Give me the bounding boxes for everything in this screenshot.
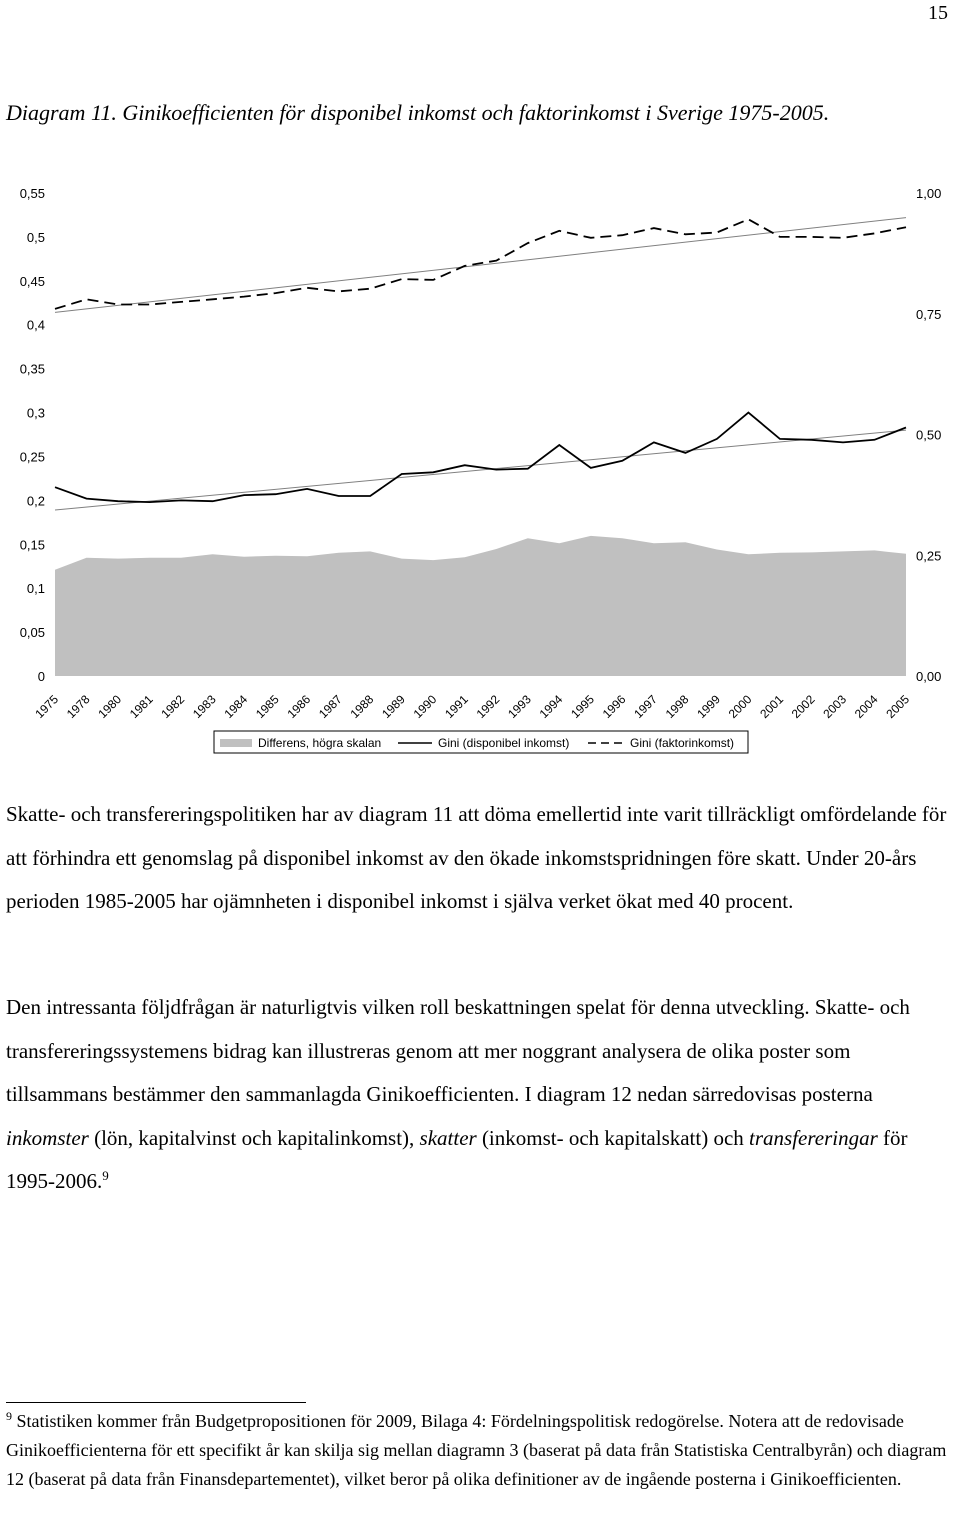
footnote-text: Statistiken kommer från Budgetpropositionen för 2009, Bilaga 4: Fördelningspolitisk redogörelse. Notera att de redovisade Ginikoefficienterna för ett specifikt år kan skilja sig mellan diagramn 3 (baserat på data från Statistiska Centralbyrån) och diagram 12 (baserat på data från Finansdepartementet), vilket beror på olika definitioner av de ingående posterna i Ginikoefficienten. — [6, 1411, 947, 1489]
x-tick-label: 1978 — [63, 692, 93, 722]
x-tick-label: 1998 — [662, 692, 692, 722]
term-skatter: skatter — [419, 1125, 477, 1150]
x-tick-label: 2001 — [757, 692, 787, 722]
legend-label-disponibel: Gini (disponibel inkomst) — [438, 736, 570, 750]
series-line-gini-faktorinkomst — [55, 219, 906, 309]
x-tick-label: 1981 — [126, 692, 156, 722]
paragraph-2 — [6, 986, 956, 1204]
footnote-separator — [6, 1402, 306, 1403]
x-tick-label: 1990 — [410, 692, 440, 722]
x-tick-label: 1991 — [442, 692, 471, 722]
trendline-2 — [55, 218, 906, 313]
x-tick-label: 1986 — [284, 692, 314, 722]
x-tick-label: 1975 — [32, 692, 62, 722]
right-axis-labels — [916, 186, 941, 684]
x-tick-label: 1988 — [347, 692, 377, 722]
paragraph-2-part-c: (inkomst- och kapitalskatt) och — [481, 1125, 744, 1150]
x-tick-label: 2002 — [788, 692, 818, 722]
right-tick-label: 0,00 — [916, 669, 942, 684]
x-tick-label: 1989 — [379, 692, 408, 722]
chart-legend — [214, 731, 748, 753]
chart-areas — [55, 536, 906, 676]
chart-trendlines — [55, 218, 906, 510]
x-axis-labels — [32, 692, 912, 721]
paragraph-1 — [6, 793, 956, 924]
legend-label-faktorinkomst: Gini (faktorinkomst) — [630, 736, 735, 750]
x-tick-label: 1984 — [221, 692, 251, 722]
x-tick-label: 1983 — [189, 692, 219, 722]
x-tick-label: 1992 — [473, 692, 503, 722]
right-tick-label: 1,00 — [916, 186, 942, 201]
paragraph-2-part-a: Den intressanta följdfrågan är naturligtvis vilken roll beskattningen spelat för denna utveckling. Skatte- och transfereringssystemens bidrag kan illustreras genom att mer noggrant analysera de olika poster som tillsammans bestämmer den sammanlagda Ginikoefficienten. I diagram 12 nedan särredovisas posterna — [6, 995, 910, 1106]
footnote — [6, 1407, 958, 1494]
gini-chart — [0, 175, 960, 775]
footnote-reference: 9 — [102, 1168, 109, 1183]
left-tick-label: 0,5 — [26, 229, 45, 245]
paragraph-2-part-d: för 1995-2006. — [6, 1125, 908, 1193]
x-tick-label: 2005 — [883, 692, 913, 722]
x-tick-label: 2003 — [820, 692, 850, 722]
legend-label-differens: Differens, högra skalan — [258, 736, 382, 750]
paragraph-2-text — [6, 986, 956, 1204]
left-tick-label: 0,2 — [26, 493, 45, 509]
x-tick-label: 1994 — [536, 692, 566, 722]
paragraph-2-part-b: (lön, kapitalvinst och kapitalinkomst), — [94, 1125, 415, 1150]
left-tick-label: 0,25 — [19, 449, 45, 465]
right-tick-label: 0,25 — [916, 548, 942, 564]
diagram-caption: Diagram 11. Ginikoefficienten för disponibel inkomst och faktorinkomst i Sverige 1975-2005. — [6, 100, 830, 125]
term-inkomster: inkomster — [6, 1125, 89, 1150]
paragraph-1-text: Skatte- och transfereringspolitiken har av diagram 11 att döma emellertid inte varit tillräckligt omfördelande för att förhindra ett genomslag på disponibel inkomst av den ökade inkomstspridningen före skatt. Under 20-års perioden 1985-2005 har ojämnheten i disponibel inkomst i själva verket ökat med 40 procent. — [6, 802, 947, 913]
x-tick-label: 1982 — [158, 692, 188, 722]
left-tick-label: 0,1 — [26, 581, 45, 597]
x-tick-label: 1980 — [95, 692, 125, 722]
x-tick-label: 2004 — [851, 692, 881, 722]
left-tick-label: 0,05 — [19, 625, 45, 641]
chart-lines — [55, 219, 906, 502]
x-tick-label: 1995 — [568, 692, 597, 722]
trendline-1 — [55, 430, 906, 510]
left-tick-label: 0,4 — [26, 317, 45, 333]
left-tick-label: 0,35 — [19, 361, 45, 377]
left-tick-label: 0,3 — [26, 405, 45, 421]
x-tick-label: 1999 — [694, 692, 724, 722]
footnote-marker: 9 — [6, 1409, 12, 1423]
x-tick-label: 1996 — [599, 692, 629, 722]
series-line-gini-disponibel — [55, 413, 906, 503]
legend-swatch-area — [220, 739, 252, 747]
x-tick-label: 1985 — [252, 692, 282, 722]
page-number: 15 — [928, 2, 948, 24]
x-tick-label: 2000 — [725, 692, 755, 722]
left-tick-label: 0,15 — [19, 537, 45, 553]
x-tick-label: 1997 — [631, 692, 660, 722]
term-transfereringar: transfereringar — [749, 1125, 878, 1150]
right-tick-label: 0,75 — [916, 306, 942, 322]
left-tick-label: 0,45 — [19, 273, 45, 289]
series-area-differens — [55, 536, 906, 676]
left-axis-labels — [20, 186, 45, 684]
x-tick-label: 1993 — [505, 692, 534, 722]
left-tick-label: 0 — [37, 669, 45, 684]
right-tick-label: 0,50 — [916, 427, 942, 443]
x-tick-label: 1987 — [316, 692, 345, 722]
left-tick-label: 0,55 — [19, 186, 45, 201]
